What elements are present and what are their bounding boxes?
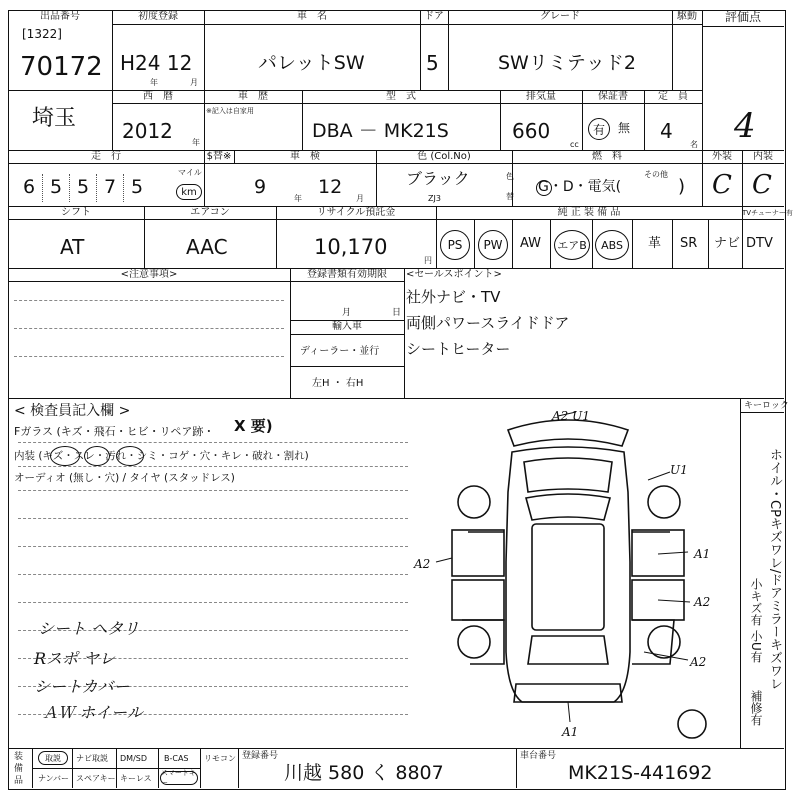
year-value: 2012 [122, 119, 173, 143]
year-unit: 年 [192, 138, 200, 147]
acc-keyless: キーレス [120, 774, 152, 783]
sales-label: <セールスポイント> [406, 269, 502, 280]
recycle-label: リサイクル預託金 [316, 207, 396, 218]
reg-value: H24 12 [120, 51, 193, 75]
handwritten-note: シートカバー [34, 677, 130, 696]
acc-spare-key: スペアキー [76, 774, 116, 783]
car-damage-diagram [408, 402, 740, 748]
interior-value: C [752, 170, 772, 200]
region-label: 出品番号 [40, 11, 80, 22]
docs-month: 月 [342, 308, 352, 318]
acc-manual-circled: 取説 [38, 751, 68, 765]
history-note: ※記入は自家用 [206, 107, 254, 115]
recycle-value: 10,170 [314, 235, 388, 259]
drive-label: 駆動 [677, 11, 697, 22]
equip-dtv: DTV [746, 236, 773, 251]
grade-value: SWリミテッド2 [498, 52, 636, 74]
warranty-yes-circled: 有 [588, 118, 610, 140]
rear-bumper [514, 684, 622, 702]
reg-unit-nen: 年 [150, 78, 158, 87]
equip-navi: ナビ [714, 236, 741, 251]
equip-airbag-circled: エアB [554, 230, 590, 260]
location: 埼玉 [32, 106, 77, 131]
glass-line: Fガラス (キズ・飛石・ヒビ・リペア跡・ [14, 425, 215, 438]
inspection-label: 車 検 [290, 151, 320, 162]
reg-unit-gatsu: 月 [190, 78, 198, 87]
lot-number: 70172 [20, 52, 103, 82]
displacement-value: 660 [512, 119, 551, 143]
equip-ps-circled: PS [440, 230, 470, 260]
mileage-digit: 5 [130, 176, 144, 198]
score-value: 4 [734, 106, 756, 146]
wheel-rear-left [458, 626, 490, 658]
inspection-year: 9 [254, 176, 267, 198]
side-note: ホイル・CPキズワレ/ドアミラーキズワレ [767, 448, 782, 691]
door-label: ドア [424, 11, 444, 22]
handle-label: 左H ・ 右H [312, 378, 364, 389]
side-note: 補修有 [749, 690, 763, 726]
mileage-digit: 5 [43, 174, 70, 202]
dealer-label: ディーラー・並行 [300, 346, 380, 357]
plate-value: 川越 580 く 8807 [284, 762, 444, 784]
footer-section-label: 備 [14, 764, 24, 774]
exterior-label: 外装 [712, 151, 732, 162]
reg-docs-label: 登録書類有効期限 [307, 269, 387, 280]
footer-section-label: 品 [14, 776, 24, 786]
wheel-front-right [648, 486, 680, 518]
damage-mark: A1 [562, 725, 579, 739]
color-value: ブラック [406, 169, 470, 188]
color-side-1: 色 [506, 172, 514, 181]
meter-label: $替※ [206, 151, 232, 162]
acc-dm-sd: DM/SD [120, 754, 147, 763]
displacement-label: 排気量 [526, 91, 556, 102]
acc-bcas: B-CAS [164, 754, 189, 763]
glass-mark: X 要) [234, 417, 273, 435]
mileage-digit: 5 [70, 174, 97, 202]
inspection-year-unit: 年 [294, 194, 302, 203]
acc-smartkey-circled: スマートキー [160, 771, 198, 785]
acc-number: ナンバー [38, 774, 70, 783]
damage-mark: A2 [690, 655, 707, 669]
interior-yogore-circle [116, 446, 144, 466]
reg-label: 初度登録 [138, 11, 178, 22]
ac-value: AAC [186, 235, 228, 259]
fuel-other: その他 [644, 170, 668, 179]
fuel-label: 燃 料 [592, 151, 622, 162]
mileage-label: 走 行 [91, 151, 121, 162]
mileage-digit: 6 [16, 174, 43, 202]
equipment-label: 純 正 装 備 品 [557, 207, 621, 218]
inspection-month-unit: 月 [356, 194, 364, 203]
front-bumper [508, 420, 628, 446]
model-value: DBA － MK21S [312, 120, 449, 142]
chassis-value: MK21S-441692 [568, 762, 713, 784]
left-front-door [452, 530, 504, 576]
capacity-value: 4 [660, 119, 673, 143]
plate-label: 登録番号 [242, 751, 279, 761]
color-code: ZJ3 [428, 194, 441, 203]
mileage-digits [16, 174, 176, 202]
interior-label: 内装 [753, 151, 773, 162]
equip-sunroof: SR [680, 236, 698, 251]
capacity-label: 定 員 [658, 91, 688, 102]
color-label: 色 (Col.No) [417, 151, 471, 162]
name-value: パレットSW [258, 52, 365, 74]
lot-tag: [1322] [22, 27, 62, 41]
history-label: 車 歴 [238, 91, 268, 102]
warranty-label: 保証書 [598, 91, 628, 102]
roof [532, 524, 604, 630]
model-label: 型 式 [386, 91, 416, 102]
km-circled: km [176, 184, 202, 200]
inspector-title: < 検査員記入欄 > [14, 403, 131, 419]
fuel-value: G・D・電気( [538, 179, 622, 195]
acc-navi-manual: ナビ取説 [76, 754, 108, 763]
audio-line: オーディオ (無し・穴) / タイヤ (スタッドレス) [14, 472, 235, 484]
door-value: 5 [426, 51, 439, 75]
handwritten-note: ＡＷ ホイール [42, 703, 143, 722]
chassis-label: 車台番号 [520, 751, 557, 761]
damage-mark: A2 [694, 595, 711, 609]
keylock-label: キーロック [744, 401, 789, 411]
docs-day: 日 [392, 308, 402, 318]
sales-point: シートヒーター [406, 340, 511, 358]
fuel-close: ) [678, 176, 686, 197]
shift-value: AT [60, 235, 85, 259]
equip-aw: AW [520, 236, 542, 251]
left-rear-door [452, 580, 504, 620]
wheel-front-left [458, 486, 490, 518]
sales-point: 両側パワースライドドア [406, 314, 570, 332]
mile-label: マイル [178, 168, 202, 177]
equip-pw-circled: PW [478, 230, 508, 260]
windshield [526, 494, 610, 520]
equip-leather: 革 [648, 236, 662, 251]
name-label: 車 名 [297, 11, 327, 22]
color-side-2: 替 [506, 192, 514, 201]
year-label: 西 暦 [143, 91, 173, 102]
caution-label: <注意事項> [120, 269, 178, 280]
handwritten-note: シート ヘタリ [38, 619, 140, 638]
import-label: 輸入車 [332, 321, 362, 332]
sales-point: 社外ナビ・TV [406, 288, 501, 306]
interior-line: 内装 (キズ・スレ・汚れ・シミ・コゲ・穴・キレ・破れ・割れ) [14, 450, 309, 462]
ac-label: エアコン [190, 207, 230, 218]
side-note: 小キズ有 [749, 578, 763, 626]
grade-label: グレード [540, 11, 580, 22]
auction-sheet [8, 10, 793, 790]
damage-mark: A2 U1 [552, 409, 590, 423]
damage-mark: A1 [694, 547, 711, 561]
damage-mark: U1 [670, 463, 688, 477]
exterior-value: C [712, 170, 732, 200]
recycle-unit: 円 [424, 256, 432, 265]
handwritten-note: Rスポ ヤレ [34, 649, 115, 668]
footer-section-label: 装 [14, 752, 24, 762]
mileage-digit: 7 [97, 174, 124, 202]
score-label: 評価点 [724, 10, 761, 24]
warranty-no: 無 [618, 121, 631, 135]
capacity-unit: 名 [690, 140, 698, 149]
interior-kizu-circle [50, 446, 80, 466]
equip-abs-circled: ABS [595, 230, 629, 260]
spare-tire [678, 710, 706, 738]
shift-label: シフト [61, 207, 91, 218]
tuner-label: TVチューナー有 [742, 209, 793, 217]
acc-remote: リモコン [204, 754, 236, 763]
displacement-unit: cc [570, 140, 579, 149]
interior-sure-circle [84, 446, 110, 466]
rear-window [528, 636, 608, 664]
damage-mark: A2 [414, 557, 431, 571]
side-note: 小U有 [749, 630, 763, 663]
hood [524, 458, 612, 492]
inspection-month: 12 [318, 176, 343, 198]
